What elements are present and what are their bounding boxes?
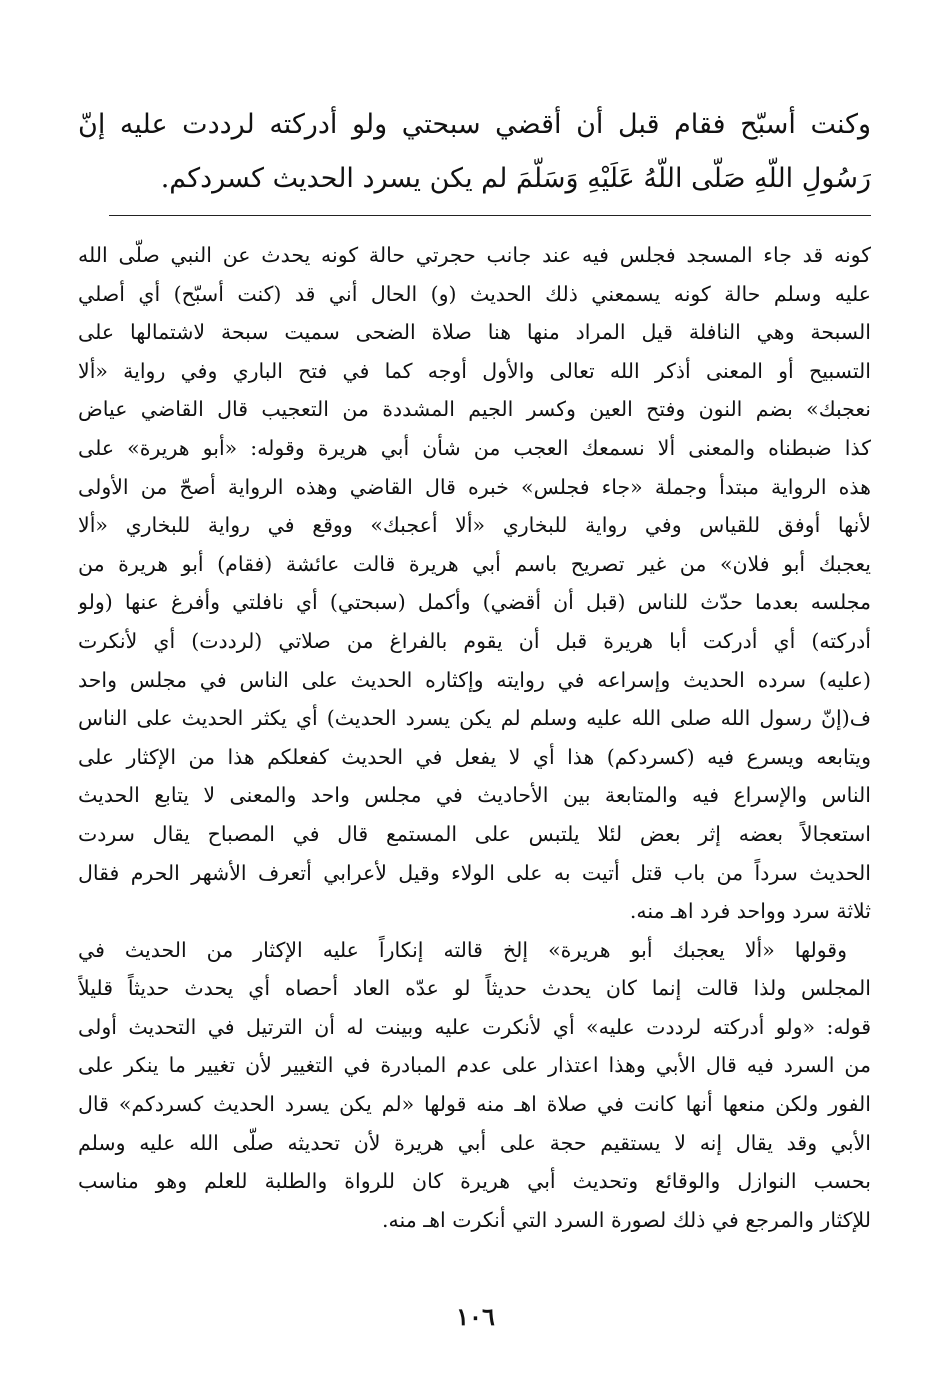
footnote-line: من السرد فيه قال الأبي وهذا اعتذار على عدم المبادرة في التغيير لأن تغيير ما ينكر على: [78, 1053, 871, 1078]
footnote-line: المجلس ولذا قالت إنما كان يحدث حديثاً لو عدّه العاد أحصاه أي يحدث حديثاً قليلاً: [78, 976, 871, 1001]
footnote-line: بحسب النوازل والوقائع وتحديث أبي هريرة كان للرواة والطلبة للعلم وهو مناسب: [78, 1169, 871, 1194]
main-line: وكنت أسبّح فقام قبل أن أقضي سبحتي ولو أدركته لرددت عليه إنّ: [78, 109, 871, 140]
footnote-line: (عليه) سرده الحديث وإسراعه في روايته وإكثاره الحديث على الناس في مجلس واحد: [78, 667, 871, 692]
footnote-line: عليه وسلم حالة كونه يسمعني ذلك الحديث (و) الحال أني قد (كنت أسبّح) أي أصلي: [78, 281, 871, 306]
footnote-line: أدركته) أي أدركت أبا هريرة قبل أن يقوم بالفراغ من صلاتي (لرددت) أي لأنكرت: [78, 628, 871, 653]
footnote-line: نعجبك» بضم النون وفتح العين وكسر الجيم المشددة من التعجيب قال القاضي عياض: [78, 397, 871, 422]
footnote-line: وقولها «ألا يعجبك أبو هريرة» إلخ قالته إنكاراً عليه الإكثار من الحديث في: [78, 937, 847, 962]
footnote-line: الناس والإسراع فيه والمتابعة بين الأحاديث في مجلس واحد والمعنى لا يتابع الحديث: [78, 783, 871, 808]
footnote-line: الأبي وقد يقال إنه لا يستقيم حجة على أبي هريرة لأن تحديثه صلّى الله عليه وسلم: [78, 1130, 871, 1155]
footnote-line: استعجالاً بعضه إثر بعض لئلا يلتبس على المستمع قال في المصباح يقال سردت: [78, 821, 871, 846]
footnote: [78, 236, 871, 1239]
footnote-line: الحديث سرداً من باب قتل أتيت به على الولاء وقيل لأعرابي أتعرف الأشهر الحرم فقال: [78, 860, 871, 885]
footnote-line: للإكثار والمرجع في ذلك لصورة السرد التي أنكرت اهـ منه.: [382, 1207, 871, 1232]
footnote-line: الفور ولكن منعها أنها كانت في صلاة اهـ منه قولها «لم يكن يسرد الحديث كسردكم» قال: [78, 1092, 871, 1117]
footnote-line: السبحة وهي النافلة قيل المراد منها هنا صلاة الضحى سميت سبحة لاشتمالها على: [78, 320, 871, 345]
main-line: رَسُولِ اللّهِ صَلّى اللّهُ عَلَيْهِ وَسَلّمَ لم يكن يسرد الحديث كسردكم.: [160, 163, 871, 194]
main-text: [78, 98, 871, 206]
footnote-line: قوله: «ولو أدركته لرددت عليه» أي لأنكرت عليه وبينت له أن الترتيل في التحديث أولى: [78, 1014, 871, 1039]
footnote-line: كونه قد جاء المسجد فجلس فيه عند جانب حجرتي حالة كونه يحدث عن النبي صلّى الله: [78, 243, 871, 267]
footnote-line: ف(إنّ رسول الله صلى الله عليه وسلم لم يكن يسرد الحديث) أي يكثر الحديث على الناس: [78, 706, 871, 731]
footnote-line: لأنها أوفق للقياس وفي رواية للبخاري «ألا أعجبك» ووقع في رواية للبخاري «ألا: [78, 513, 871, 538]
footnote-line: ثلاثة سرد وواحد فرد اهـ منه.: [629, 899, 871, 924]
footnote-line: مجلسه بعدما حدّث للناس (قبل أن أقضي) وأكمل (سبحتي) أي نافلتي وأفرغ عنها (ولو: [78, 590, 871, 615]
footnote-line: ويتابعه ويسرع فيه (كسردكم) هذا أي لا يفعل في الحديث كفعلكم هذا من الإكثار على: [78, 744, 871, 769]
page-number: ١٠٦: [456, 1302, 495, 1331]
footnote-line: يعجبك أبو فلان» من غير تصريح باسم أبي هريرة قالت عائشة (فقام) أبو هريرة من: [78, 551, 871, 576]
footnote-line: هذه الرواية مبتدأ وجملة «جاء فجلس» خبره قال القاضي وهذه الرواية أصحّ من الأولى: [78, 474, 871, 499]
footnote-line: كذا ضبطناه والمعنى ألا نسمعك العجب من شأن أبي هريرة وقوله: «أبو هريرة» على: [78, 435, 871, 460]
footnote-divider: [109, 215, 871, 216]
footnote-line: التسبيح أو المعنى أذكر الله تعالى والأول أوجه كما في فتح الباري وفي رواية «ألا: [78, 358, 871, 383]
